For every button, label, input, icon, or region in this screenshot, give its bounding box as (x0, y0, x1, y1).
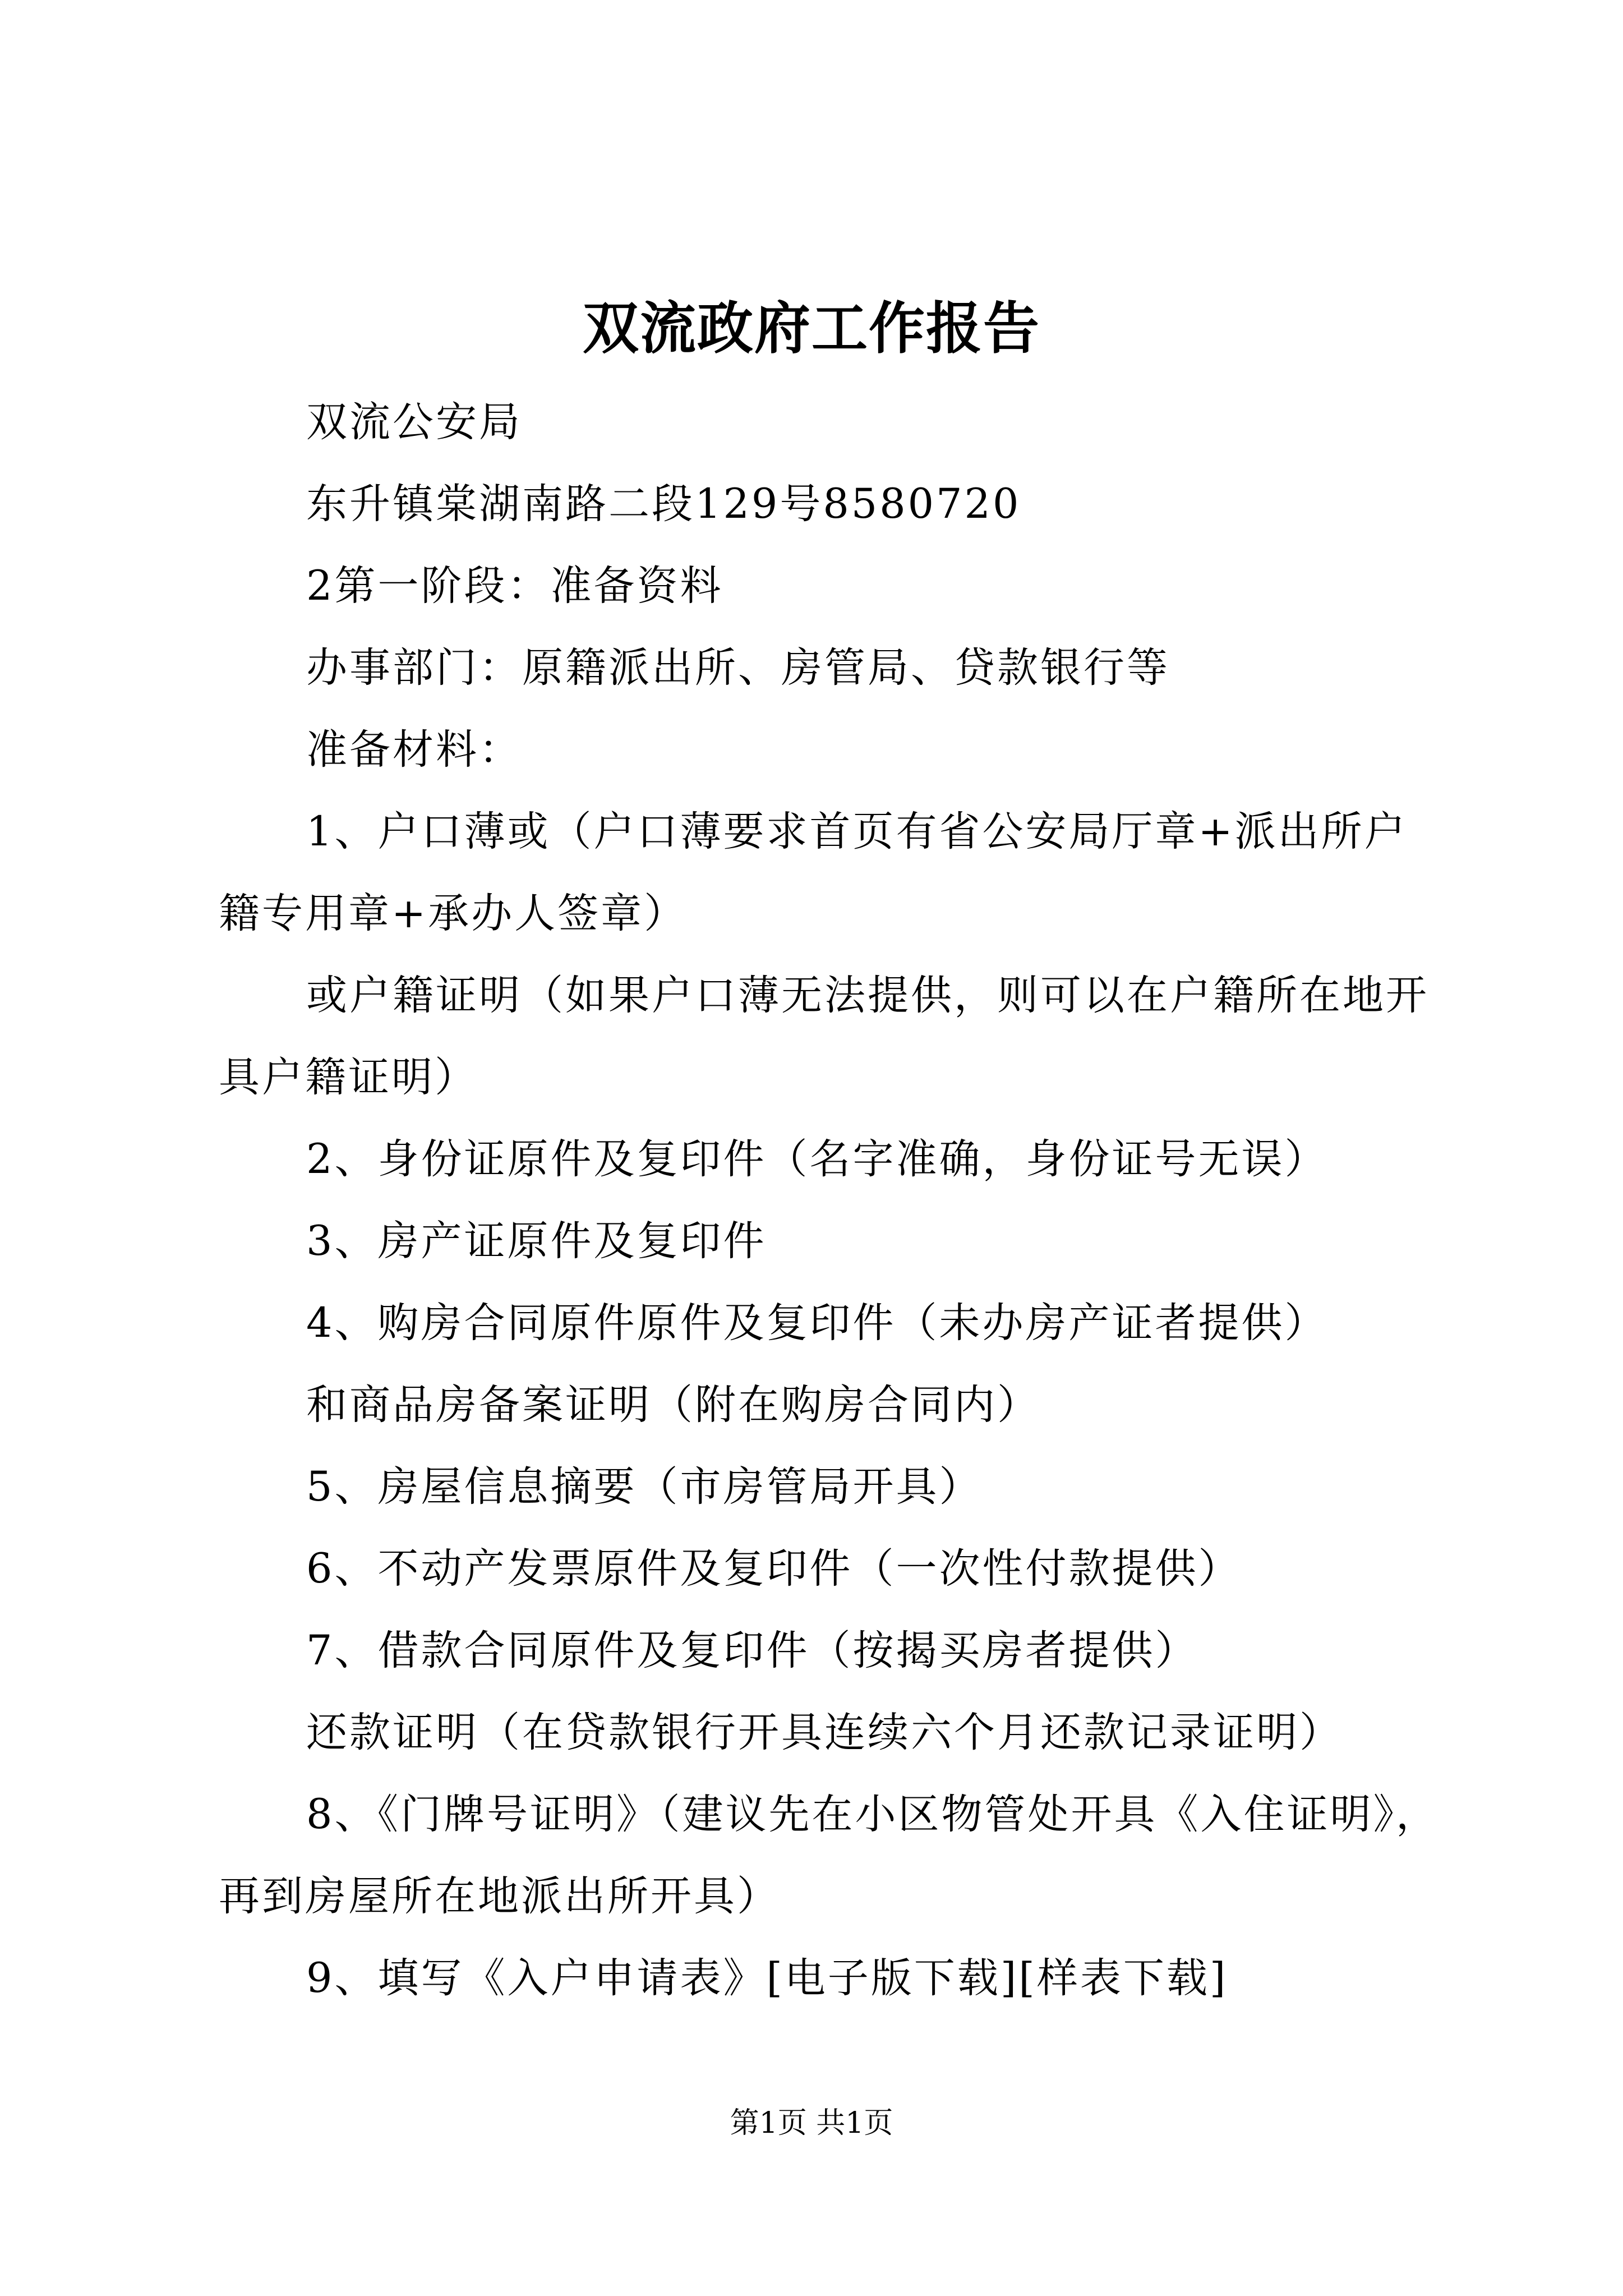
paragraph-item-2: 2、身份证原件及复印件（名字准确，身份证号无误） (306, 1135, 1328, 1183)
document-body (219, 381, 1441, 2019)
paragraph-materials-heading: 准备材料： (306, 726, 522, 774)
paragraph-item-7-extra: 还款证明（在贷款银行开具连续六个月还款记录证明） (306, 1709, 1343, 1756)
paragraph-item-7: 7、借款合同原件及复印件（按揭买房者提供） (306, 1627, 1198, 1674)
paragraph-item-4: 4、购房合同原件原件及复印件（未办房产证者提供） (306, 1299, 1328, 1347)
paragraph-item-1-alt: 或户籍证明（如果户口薄无法提供，则可以在户籍所在地开具户籍证明） (219, 972, 1429, 1101)
paragraph-departments: 办事部门：原籍派出所、房管局、贷款银行等 (306, 644, 1170, 692)
paragraph-item-5: 5、房屋信息摘要（市房管局开具） (306, 1463, 983, 1511)
paragraph-stage: 2第一阶段：准备资料 (306, 562, 723, 610)
paragraph-item-9: 9、填写《入户申请表》[电子版下载][样表下载] (306, 1954, 1228, 2002)
page-footer: 第1页 共1页 (730, 2106, 893, 2140)
document-title: 双流政府工作报告 (583, 295, 1040, 361)
paragraph-item-8: 8、《门牌号证明》（建议先在小区物管处开具《入住证明》，再到房屋所在地派出所开具） (219, 1791, 1439, 1920)
paragraph-office: 双流公安局 (306, 398, 522, 446)
paragraph-item-6: 6、不动产发票原件及复印件（一次性付款提供） (306, 1545, 1242, 1593)
paragraph-address: 东升镇棠湖南路二段129号8580720 (306, 480, 1021, 528)
paragraph-item-4-extra: 和商品房备案证明（附在购房合同内） (306, 1381, 1040, 1429)
paragraph-item-1: 1、户口薄或（户口薄要求首页有省公安局厅章+派出所户籍专用章+承办人签章） (219, 808, 1408, 937)
paragraph-item-3: 3、房产证原件及复印件 (306, 1217, 767, 1265)
